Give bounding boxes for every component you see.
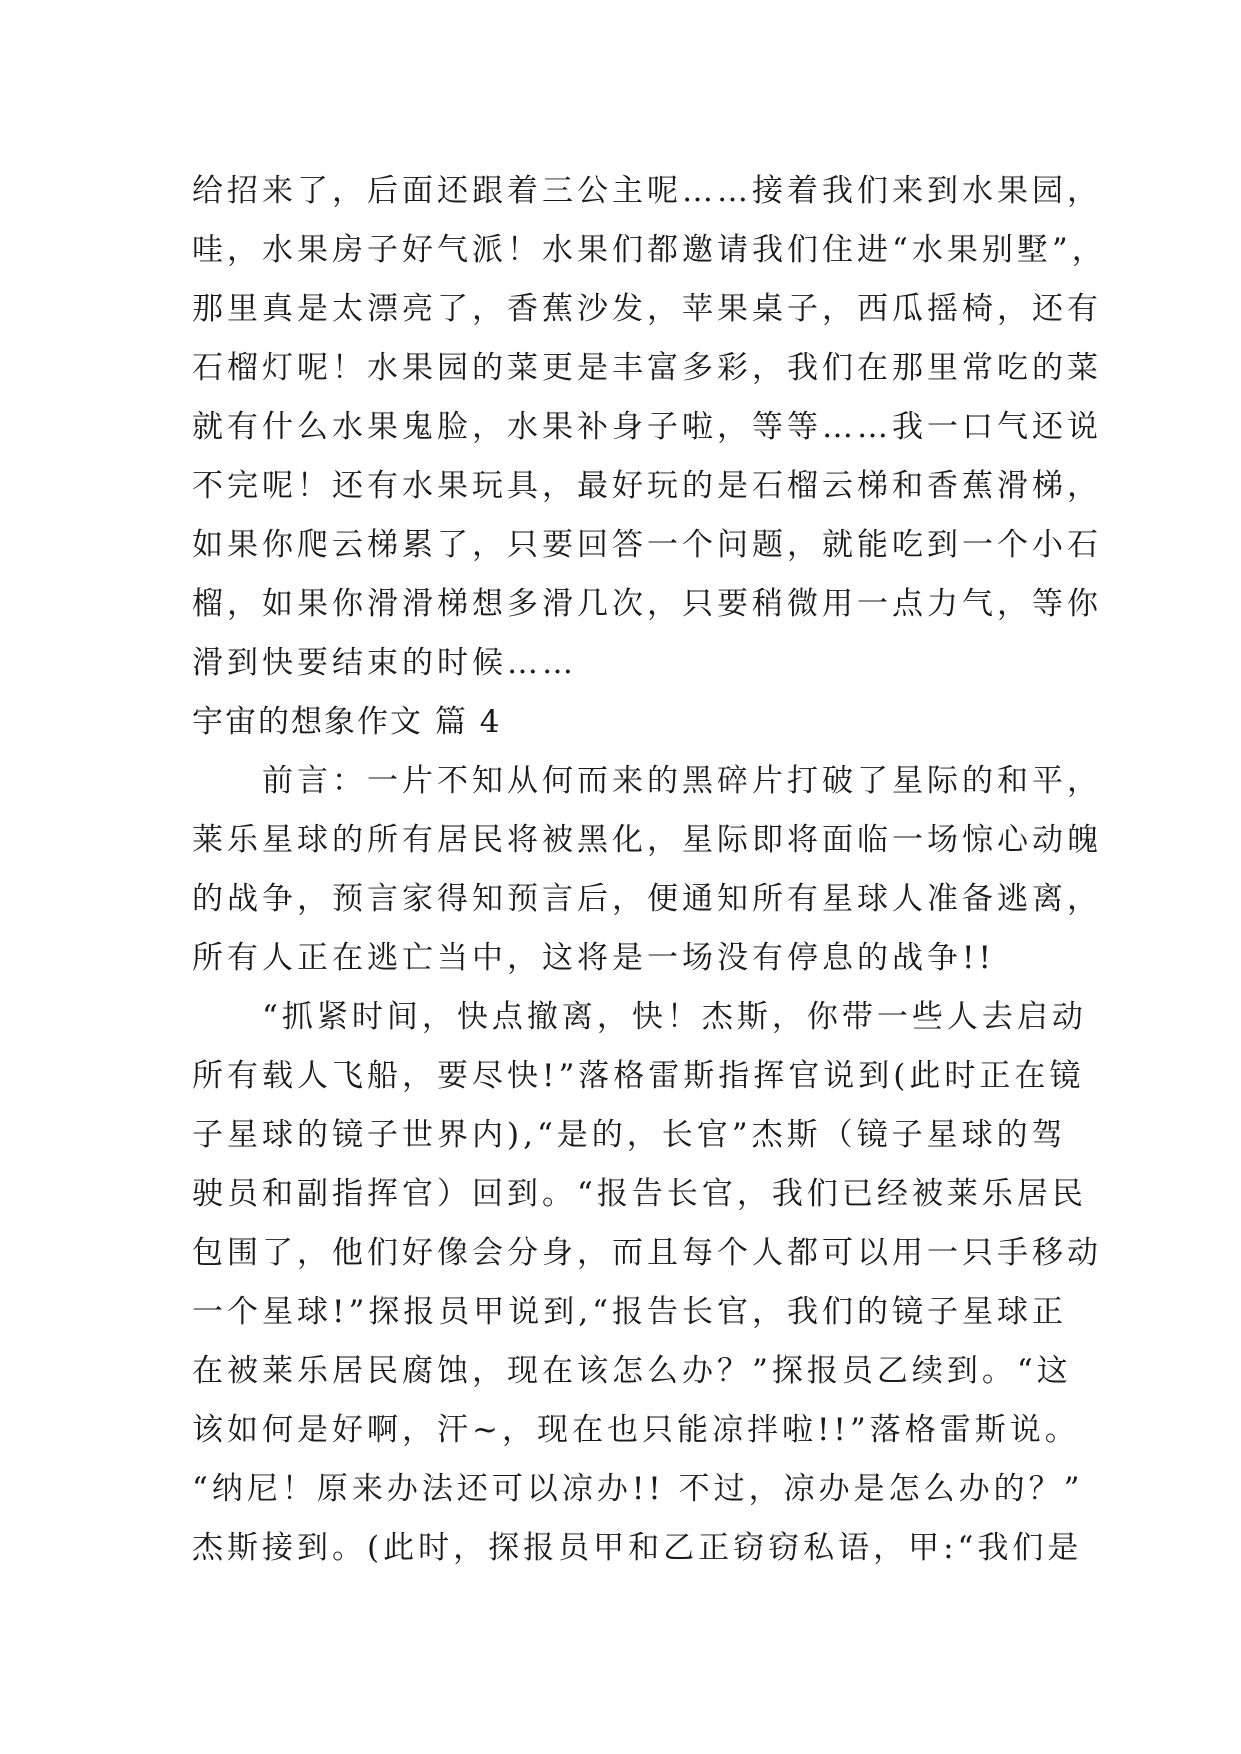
text-line: “抓紧时间，快点撤离，快！杰斯，你带一些人去启动 [262,999,1087,1035]
section-title: 宇宙的想象作文 篇 4 [192,704,502,740]
text-line: 该如何是好啊，汗~，现在也只能凉拌啦!!”落格雷斯说。 [192,1412,1080,1448]
text-line: 子星球的镜子世界内),“是的，长官”杰斯（镜子星球的驾 [192,1117,1067,1153]
text-line: 滑到快要结束的时候…… [192,645,577,681]
text-line: 莱乐星球的所有居民将被黑化，星际即将面临一场惊心动魄 [192,822,1102,858]
text-line: 那里真是太漂亮了，香蕉沙发，苹果桌子，西瓜摇椅，还有 [192,291,1102,327]
text-line: 杰斯接到。(此时，探报员甲和乙正窃窃私语，甲:“我们是 [192,1530,1083,1566]
text-line: 石榴灯呢！水果园的菜更是丰富多彩，我们在那里常吃的菜 [192,350,1102,386]
text-line: 的战争，预言家得知预言后，便通知所有星球人准备逃离， [192,881,1102,917]
text-line: 不完呢！还有水果玩具，最好玩的是石榴云梯和香蕉滑梯， [192,468,1102,504]
text-line: 前言：一片不知从何而来的黑碎片打破了星际的和平， [262,763,1102,799]
text-line: 如果你爬云梯累了，只要回答一个问题，就能吃到一个小石 [192,527,1102,563]
text-line: “纳尼！原来办法还可以凉办!! 不过，凉办是怎么办的？” [192,1471,1084,1507]
text-line: 就有什么水果鬼脸，水果补身子啦，等等……我一口气还说 [192,409,1102,445]
text-line: 一个星球!”探报员甲说到,“报告长官，我们的镜子星球正 [192,1294,1068,1330]
text-line: 包围了，他们好像会分身，而且每个人都可以用一只手移动 [192,1235,1102,1271]
text-line: 哇，水果房子好气派！水果们都邀请我们住进“水果别墅”， [192,232,1107,268]
text-line: 在被莱乐居民腐蚀，现在该怎么办？”探报员乙续到。“这 [192,1353,1072,1389]
document-body [192,162,1107,1578]
text-line: 驶员和副指挥官）回到。“报告长官，我们已经被莱乐居民 [192,1176,1087,1212]
text-line: 所有人正在逃亡当中，这将是一场没有停息的战争!! [192,940,995,976]
text-line: 榴，如果你滑滑梯想多滑几次，只要稍微用一点力气，等你 [192,586,1102,622]
text-line: 给招来了，后面还跟着三公主呢……接着我们来到水果园， [192,173,1102,209]
text-line: 所有载人飞船，要尽快!”落格雷斯指挥官说到(此时正在镜 [192,1058,1085,1094]
